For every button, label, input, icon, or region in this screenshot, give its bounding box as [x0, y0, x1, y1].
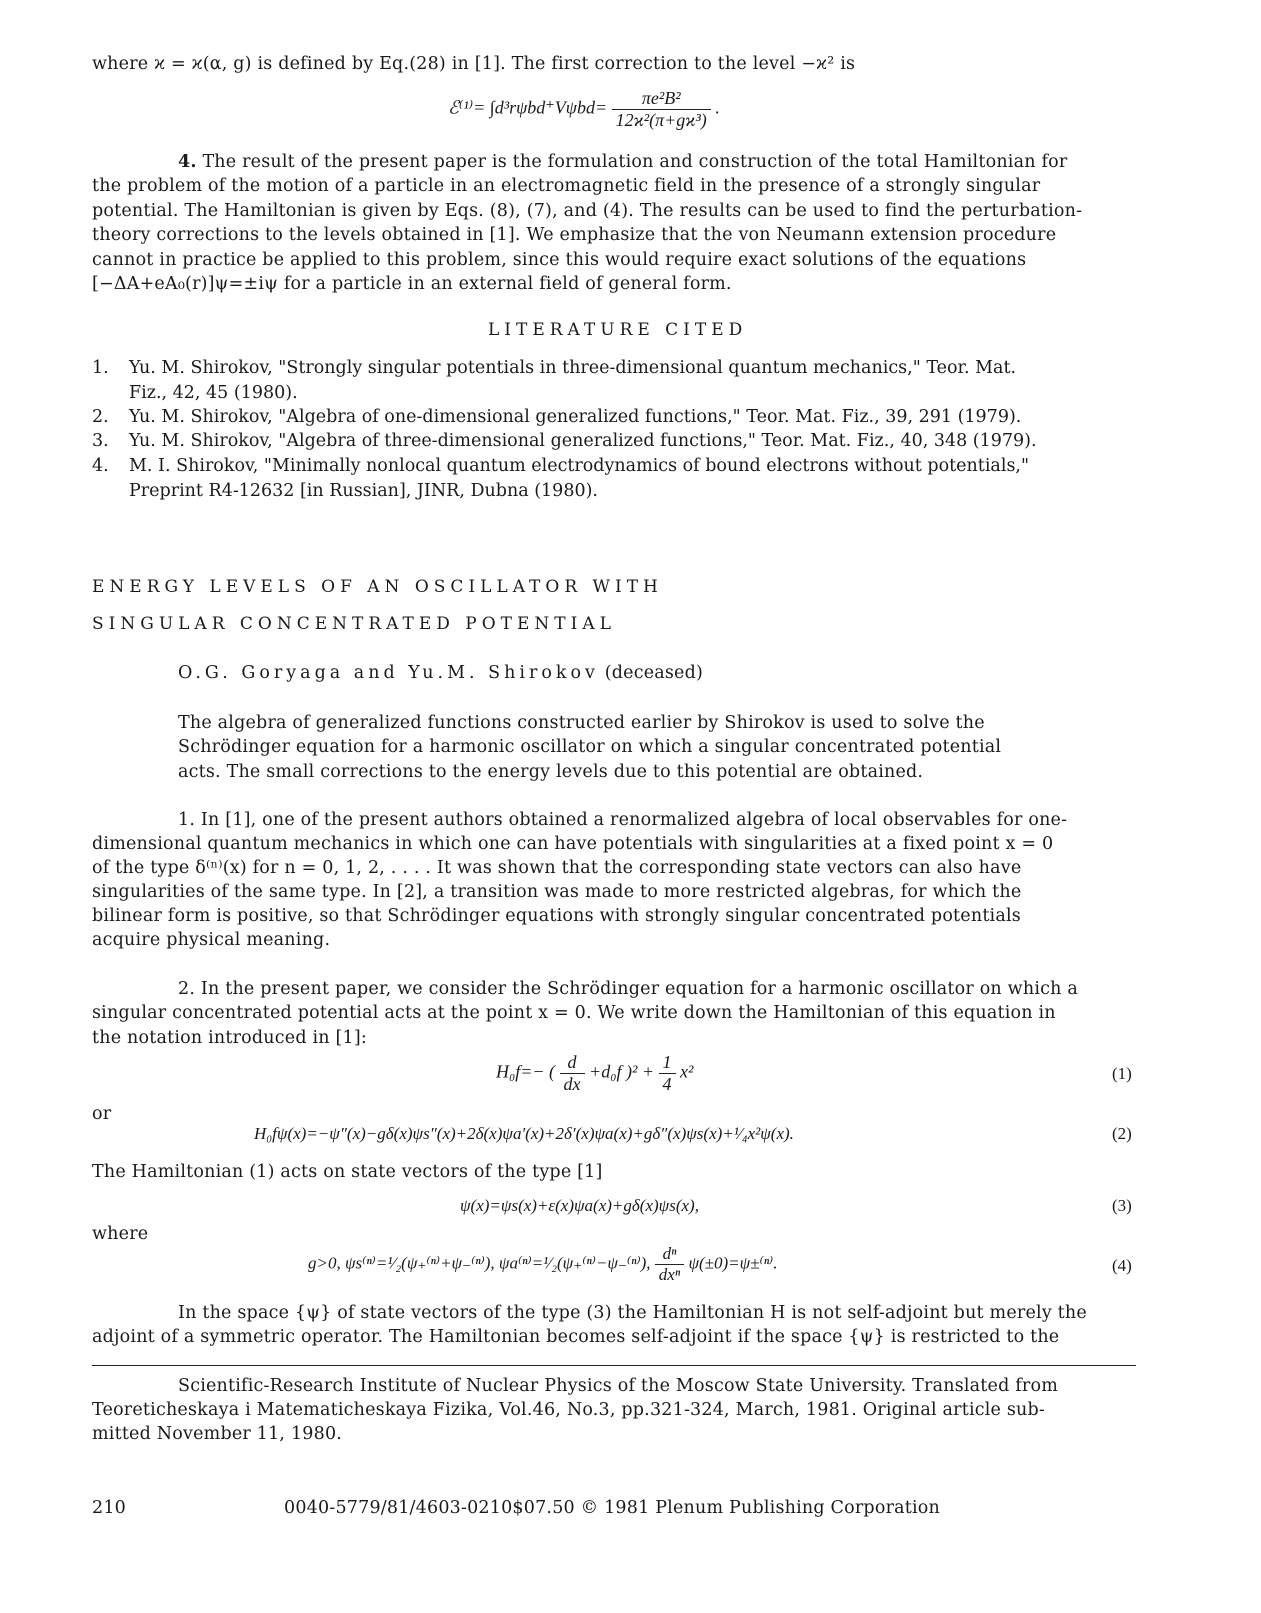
eq-end: . [715, 97, 720, 118]
para1-line-3: of the type δ⁽ⁿ⁾(x) for n = 0, 1, 2, . . . . It was shown that the corresponding state vectors can also have [92, 858, 1022, 878]
reference-number: 2. [92, 407, 109, 427]
authors-note: (deceased) [604, 663, 704, 683]
para1-line-4: singularities of the same type. In [2], a transition was made to more restricted algebras, for which the [92, 882, 1022, 902]
footnote-line-3: mitted November 11, 1980. [92, 1424, 343, 1444]
equation-1-number: (1) [1112, 1064, 1132, 1083]
equation-3: ψ(x)=ψs(x)+ε(x)ψa(x)+gδ(x)ψs(x), [460, 1196, 699, 1215]
final-line-1: In the space {ψ} of state vectors of the type (3) the Hamiltonian H is not self-adjoint but merely the [178, 1303, 1087, 1323]
section4-line-4: theory corrections to the levels obtained in [1]. We emphasize that the von Neumann extension procedure [92, 225, 1057, 245]
or-word: or [92, 1104, 112, 1124]
equation-2-number: (2) [1112, 1124, 1132, 1143]
equation-1 [496, 1052, 693, 1095]
footnote-divider [92, 1365, 1136, 1366]
para2-line-3: the notation introduced in [1]: [92, 1028, 368, 1048]
final-line-2: adjoint of a symmetric operator. The Hamiltonian becomes self-adjoint if the space {ψ} is restricted to the [92, 1327, 1060, 1347]
eq-numerator: πe²B² [612, 88, 711, 110]
equation-first-correction [448, 88, 720, 131]
section4-line-5: cannot in practice be applied to this problem, since this would require exact solutions of the equations [92, 250, 1027, 270]
eq1-end: x² [680, 1061, 694, 1082]
footnote-line-1: Scientific-Research Institute of Nuclear Physics of the Moscow State University. Translated from [178, 1376, 1059, 1396]
reference-item [92, 356, 1172, 405]
section4-marker: 4. [178, 152, 197, 172]
article-title-line-1: ENERGY LEVELS OF AN OSCILLATOR WITH [92, 577, 663, 597]
author-names: O.G. Goryaga and Yu.M. Shirokov [178, 663, 599, 683]
literature-heading: LITERATURE CITED [488, 320, 748, 340]
equation-3-number: (3) [1112, 1196, 1132, 1215]
section4-line-2: the problem of the motion of a particle in an electromagnetic field in the presence of a strongly singular [92, 176, 1041, 196]
reference-text-cont: Fiz., 42, 45 (1980). [129, 382, 298, 403]
eq1-quarter: $\frac{1}{4}$ [659, 1052, 676, 1095]
footnote-line-2: Teoreticheskaya i Matematicheskaya Fizika, Vol.46, No.3, pp.321-324, March, 1981. Original article sub- [92, 1400, 1046, 1420]
publisher-code: 0040-5779/81/4603-0210$07.50 © 1981 Plenum Publishing Corporation [284, 1498, 941, 1518]
authors [178, 661, 703, 686]
reference-item [92, 405, 1172, 430]
reference-item [92, 454, 1172, 503]
eq-fraction [612, 88, 711, 131]
abstract-line-3: acts. The small corrections to the energy levels due to this potential are obtained. [178, 762, 924, 782]
eq-denominator: 12ϰ²(π+gϰ³) [615, 110, 707, 130]
section4-line-1: 4. The result of the present paper is the formulation and construction of the total Hamiltonian for [178, 152, 1068, 172]
reference-text-cont: Preprint R4-12632 [in Russian], JINR, Dubna (1980). [129, 480, 598, 501]
section4-line-3: potential. The Hamiltonian is given by Eqs. (8), (7), and (4). The results can be used to find the perturbation- [92, 201, 1083, 221]
equation-4 [308, 1244, 777, 1285]
reference-text: M. I. Shirokov, "Minimally nonlocal quantum electrodynamics of bound electrons without potentials," [129, 456, 1030, 476]
reference-item [92, 429, 1172, 454]
page-number: 210 [92, 1498, 127, 1518]
para1-line-1: 1. In [1], one of the present authors obtained a renormalized algebra of local observables for one- [178, 810, 1068, 830]
eq1-mid: +d₀f )² + [589, 1061, 654, 1082]
eq4-derivative: $\frac{\text{dⁿ}}{\text{dxⁿ}}$ [655, 1244, 684, 1285]
equation-4-number: (4) [1112, 1256, 1132, 1275]
article-title-line-2: SINGULAR CONCENTRATED POTENTIAL [92, 614, 616, 634]
para2-line-2: singular concentrated potential acts at the point x = 0. We write down the Hamiltonian of this equation in [92, 1003, 1056, 1023]
reference-text: Yu. M. Shirokov, "Algebra of three-dimensional generalized functions," Teor. Mat. Fiz., 40, 348 (1979). [129, 431, 1037, 451]
text-after-eq2: The Hamiltonian (1) acts on state vectors of the type [1] [92, 1162, 603, 1182]
reference-number: 3. [92, 431, 109, 451]
equation-2: H₀fψ(x)=−ψ″(x)−gδ(x)ψs″(x)+2δ(x)ψa′(x)+2δ′(x)ψa(x)+gδ″(x)ψs(x)+¹⁄₄x²ψ(x). [254, 1124, 794, 1143]
section4-line-6: [−ΔA+eA₀(r)]ψ=±iψ for a particle in an external field of general form. [92, 274, 732, 294]
reference-text: Yu. M. Shirokov, "Strongly singular potentials in three-dimensional quantum mechanics," Teor. Mat. [129, 358, 1017, 378]
intro-line: where ϰ = ϰ(α, g) is defined by Eq.(28) in [1]. The first correction to the level −ϰ² is [92, 54, 856, 74]
reference-number: 4. [92, 456, 109, 476]
reference-number: 1. [92, 358, 109, 378]
eq-lhs: ℰ⁽¹⁾= ∫d³rψbd⁺Vψbd= [448, 97, 608, 118]
eq4-left: g>0, ψs⁽ⁿ⁾=¹⁄₂(ψ₊⁽ⁿ⁾+ψ₋⁽ⁿ⁾), ψa⁽ⁿ⁾=¹⁄₂(ψ₊⁽ⁿ⁾−ψ₋⁽ⁿ⁾), [308, 1253, 651, 1273]
where-word: where [92, 1224, 149, 1244]
eq1-derivative: $\frac{d}{dx}$ [560, 1052, 585, 1095]
abstract-line-2: Schrödinger equation for a harmonic oscillator on which a singular concentrated potential [178, 737, 1002, 757]
reference-text: Yu. M. Shirokov, "Algebra of one-dimensional generalized functions," Teor. Mat. Fiz., 39, 291 (1979). [129, 407, 1022, 427]
para1-line-5: bilinear form is positive, so that Schrödinger equations with strongly singular concentrated potentials [92, 906, 1021, 926]
abstract-line-1: The algebra of generalized functions constructed earlier by Shirokov is used to solve the [178, 713, 985, 733]
para1-line-6: acquire physical meaning. [92, 930, 331, 950]
eq1-lhs: H₀f=− ( [496, 1061, 556, 1082]
para1-line-2: dimensional quantum mechanics in which one can have potentials with singularities at a fixed point x = 0 [92, 834, 1054, 854]
para2-line-1: 2. In the present paper, we consider the Schrödinger equation for a harmonic oscillator on which a [178, 979, 1078, 999]
eq4-right: ψ(±0)=ψ±⁽ⁿ⁾. [688, 1253, 778, 1273]
